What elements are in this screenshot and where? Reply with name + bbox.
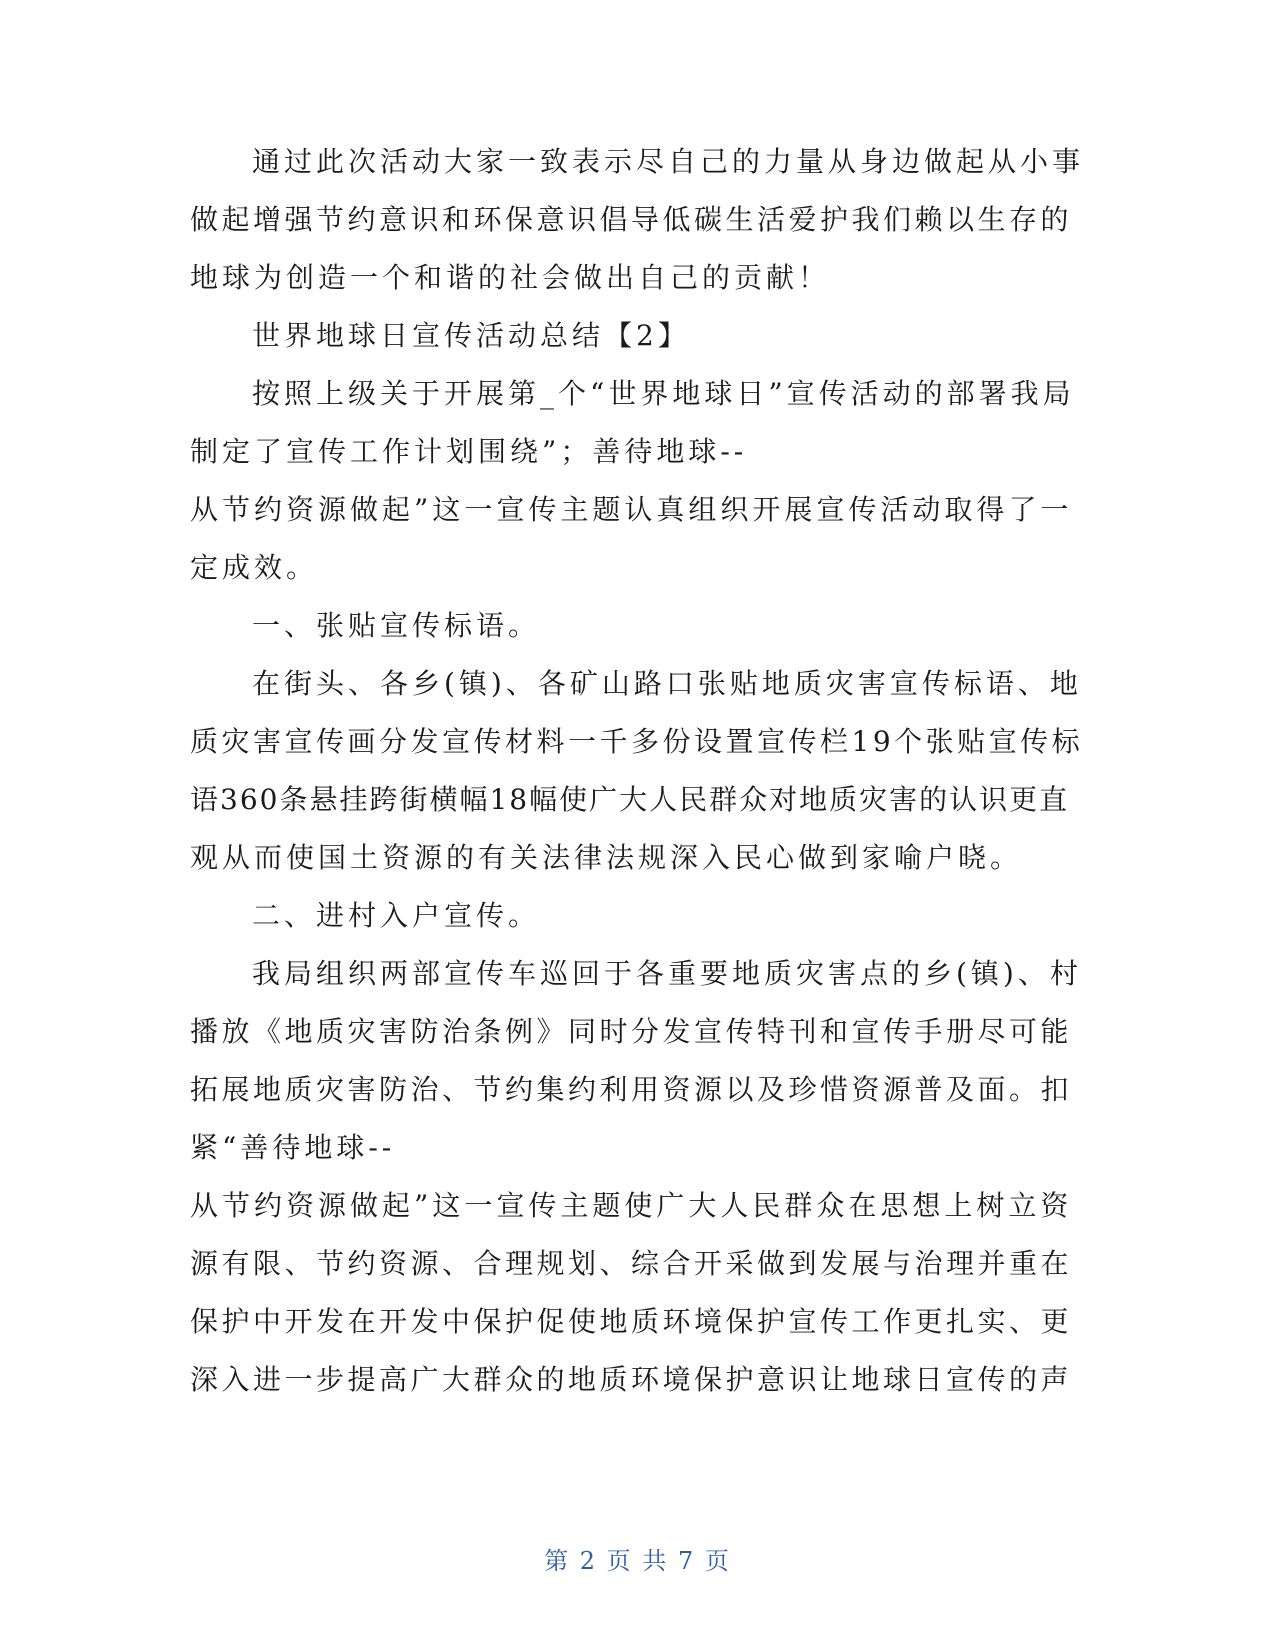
paragraph-line: 紧“善待地球-- <box>190 1131 396 1164</box>
page-number-footer: 第 2 页 共 7 页 <box>544 1547 731 1575</box>
paragraph-line: 从节约资源做起”这一宣传主题认真组织开展宣传活动取得了一 <box>190 493 1073 526</box>
subsection-heading: 一、张贴宣传标语。 <box>252 609 541 642</box>
paragraph-line: 地球为创造一个和谐的社会做出自己的贡献！ <box>190 261 831 294</box>
paragraph-line: 做起增强节约意识和环保意识倡导低碳生活爱护我们赖以生存的 <box>190 203 1073 236</box>
section-heading: 世界地球日宣传活动总结【2】 <box>252 319 690 352</box>
paragraph-line: 我局组织两部宣传车巡回于各重要地质灾害点的乡(镇)、村 <box>252 957 1082 990</box>
paragraph-line: 按照上级关于开展第_个“世界地球日”宣传活动的部署我局 <box>252 377 1075 410</box>
paragraph-line: 在街头、各乡(镇)、各矿山路口张贴地质灾害宣传标语、地 <box>252 667 1082 700</box>
paragraph-line: 源有限、节约资源、合理规划、综合开采做到发展与治理并重在 <box>190 1247 1073 1280</box>
paragraph-line: 深入进一步提高广大群众的地质环境保护意识让地球日宣传的声 <box>190 1363 1073 1396</box>
paragraph-line: 质灾害宣传画分发宣传材料一千多份设置宣传栏19个张贴宣传标 <box>190 725 1084 758</box>
paragraph-line: 通过此次活动大家一致表示尽自己的力量从身边做起从小事 <box>252 145 1085 178</box>
paragraph-line: 从节约资源做起”这一宣传主题使广大人民群众在思想上树立资 <box>190 1189 1073 1222</box>
paragraph-line: 播放《地质灾害防治条例》同时分发宣传特刊和宣传手册尽可能 <box>190 1015 1073 1048</box>
paragraph-line: 制定了宣传工作计划围绕”；善待地球-- <box>190 435 748 468</box>
paragraph-line: 语360条悬挂跨街横幅18幅使广大人民群众对地质灾害的认识更直 <box>190 783 1070 816</box>
paragraph-line: 保护中开发在开发中保护促使地质环境保护宣传工作更扎实、更 <box>190 1305 1073 1338</box>
subsection-heading: 二、进村入户宣传。 <box>252 899 541 932</box>
paragraph-line: 拓展地质灾害防治、节约集约利用资源以及珍惜资源普及面。扣 <box>190 1073 1073 1106</box>
paragraph-line: 观从而使国土资源的有关法律法规深入民心做到家喻户晓。 <box>190 841 1023 874</box>
paragraph-line: 定成效。 <box>190 551 319 584</box>
